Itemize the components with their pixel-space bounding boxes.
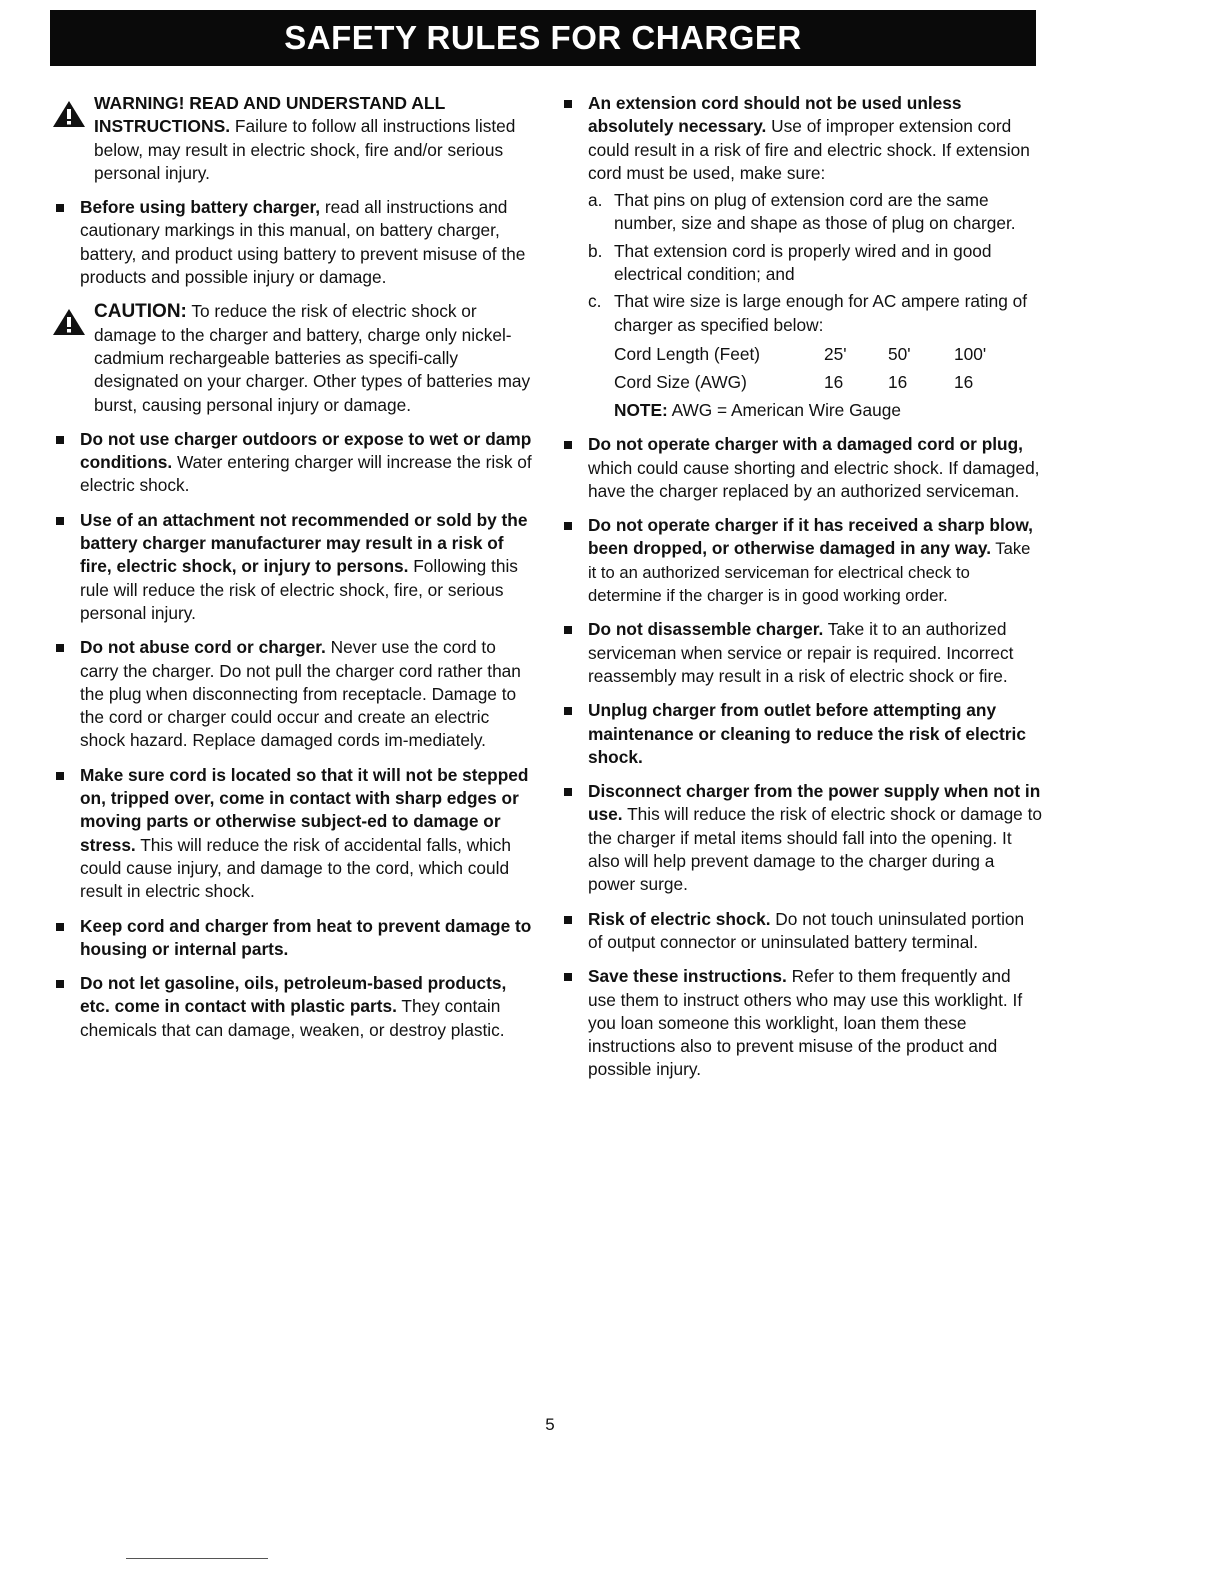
rule-text: They contain chemicals that can damage, weaken, or destroy plastic. [80, 996, 505, 1040]
rule-damaged-cord [560, 433, 1042, 503]
rule-heading: Use of an attachment not recommended or sold by the battery charger manufacturer may result in a risk of fire, electric shock, or injury to persons. [80, 509, 528, 577]
page-number: 5 [545, 1415, 555, 1434]
rule-heading: Do not abuse cord or charger. [80, 637, 326, 658]
rule-extension-cord [560, 92, 1042, 185]
rule-unplug [560, 699, 1042, 769]
rule-text: Use of improper extension cord could result in a risk of fire and electric shock. If extension cord must be used, make sure: [588, 116, 1030, 183]
caution-text: To reduce the risk of electric shock or damage to the charger and battery, charge only nickel-cadmium rechargeable batteries as specifi-cally designated on your charger. Other types of batteries may burst, causing personal injury or damage. [94, 301, 531, 415]
condition-item [588, 240, 1042, 287]
rule-heading: Risk of electric shock. [588, 908, 771, 929]
note-label: NOTE: [614, 399, 668, 420]
rule-heading: Do not use charger outdoors or expose to wet or damp conditions. [80, 428, 532, 473]
rule-attachment [52, 509, 538, 625]
cord-length-row [614, 343, 1042, 371]
warning-block [52, 92, 538, 185]
bullet-icon [564, 100, 572, 108]
rule-heading: Disconnect charger from the power supply when not in use. [588, 781, 1041, 825]
condition-letter: c. [588, 291, 602, 312]
cord-size-row [614, 371, 1042, 399]
rule-text: Do not touch uninsulated portion of output connector or uninsulated battery terminal. [588, 908, 1025, 952]
rule-before-using [52, 196, 538, 289]
rule-electric-shock [560, 908, 1042, 955]
cord-length-value: 25' [824, 343, 847, 364]
left-column [52, 92, 538, 1053]
rule-gasoline [52, 972, 538, 1042]
cord-length-label: Cord Length (Feet) [614, 343, 761, 364]
cord-size-value: 16 [888, 371, 908, 392]
rule-heading: Do not operate charger with a damaged cord or plug, [588, 434, 1023, 455]
rule-cord-location [52, 764, 538, 904]
warning-triangle-icon [52, 100, 86, 128]
rule-disconnect [560, 780, 1042, 896]
rule-text: read all instructions and cautionary markings in this manual, on battery charger, battery, and product using battery to prevent misuse of the products and possible injury or damage. [80, 197, 526, 288]
rule-disassemble [560, 618, 1042, 688]
rule-heading: An extension cord should not be used unless absolutely necessary. [588, 93, 962, 137]
bullet-icon [564, 973, 572, 981]
rule-abuse-cord [52, 636, 538, 752]
rule-text: Refer to them frequently and use them to instruct others who may use this worklight. If you loan someone this worklight, loan them these instructions also to prevent misuse of the product and possible injury. [588, 966, 1023, 1080]
rule-text: Water entering charger will increase the risk of electric shock. [80, 452, 532, 496]
bullet-icon [564, 626, 572, 634]
bullet-icon [56, 644, 64, 652]
rule-heading: Keep cord and charger from heat to prevent damage to housing or internal parts. [80, 915, 532, 959]
caution-heading: CAUTION: [94, 301, 187, 323]
condition-letter: a. [588, 190, 603, 211]
bullet-icon [56, 923, 64, 931]
bullet-icon [564, 522, 572, 530]
rule-heading: Do not operate charger if it has received a sharp blow, been dropped, or otherwise damaged in any way. [588, 515, 1033, 559]
rule-text: Take it to an authorized serviceman for electrical check to determine if the charger is in good working order. [588, 539, 1031, 606]
bullet-icon [564, 441, 572, 449]
rule-heading: Do not disassemble charger. [588, 619, 824, 640]
condition-text: That extension cord is properly wired and in good electrical condition; and [614, 240, 992, 285]
rule-heading: Before using battery charger, [80, 197, 321, 218]
rule-heading: Save these instructions. [588, 966, 787, 987]
cord-size-value: 16 [824, 371, 844, 392]
bullet-icon [56, 772, 64, 780]
rule-text: Never use the cord to carry the charger. Do not pull the charger cord rather than the plug when disconnecting from receptacle. Damage to the cord or charger could occur and create an electric shock hazard. Replace damaged cords im-mediately. [80, 637, 521, 751]
cord-length-value: 50' [888, 343, 911, 364]
note-text: AWG = American Wire Gauge [667, 399, 901, 420]
rule-heading: Unplug charger from outlet before attempting any maintenance or cleaning to reduce the risk of electric shock. [588, 700, 1026, 767]
right-column [560, 92, 1042, 1093]
rule-save-instructions [560, 965, 1042, 1081]
caution-triangle-icon [52, 308, 86, 336]
rule-heading: Make sure cord is located so that it will not be stepped on, tripped over, come in contact with sharp edges or moving parts or otherwise subject-ed to damage or stress. [80, 764, 529, 855]
bullet-icon [564, 707, 572, 715]
caution-block [52, 300, 538, 416]
condition-item [588, 189, 1042, 236]
bullet-icon [56, 517, 64, 525]
rule-heat [52, 915, 538, 962]
page-title-banner [50, 10, 1036, 66]
warning-heading: WARNING! READ AND UNDERSTAND ALL INSTRUCTIONS. [94, 93, 445, 137]
rule-text: Take it to an authorized serviceman when service or repair is required. Incorrect reassembly may result in a risk of electric shock or fire. [588, 619, 1014, 686]
rule-outdoors [52, 428, 538, 498]
cord-size-label: Cord Size (AWG) [614, 371, 747, 392]
condition-text: That pins on plug of extension cord are the same number, size and shape as those of plug on charger. [614, 190, 1016, 234]
warning-text: Failure to follow all instructions listed below, may result in electric shock, fire and/or serious personal injury. [94, 116, 516, 183]
bullet-icon [564, 788, 572, 796]
rule-text: This will reduce the risk of electric shock or damage to the charger if metal items should fall into the opening. It also will help prevent damage to the charger during a power surge. [588, 804, 1043, 895]
cord-length-value: 100' [954, 343, 987, 364]
footer-rule [126, 1558, 268, 1559]
cord-table [588, 343, 1042, 399]
page-title: SAFETY RULES FOR CHARGER [284, 19, 802, 56]
rule-text: Following this rule will reduce the risk of electric shock, fire, or serious personal injury. [80, 556, 518, 623]
rule-text: which could cause shorting and electric shock. If damaged, have the charger replaced by an authorized serviceman. [588, 457, 1040, 501]
rule-sharp-blow [560, 514, 1042, 607]
rule-heading: Do not let gasoline, oils, petroleum-based products, etc. come in contact with plastic parts. [80, 973, 507, 1017]
condition-text: That wire size is large enough for AC ampere rating of charger as specified below: [614, 291, 1028, 335]
bullet-icon [56, 980, 64, 988]
rule-text: This will reduce the risk of accidental falls, which could cause injury, and damage to the cord, which could result in electric shock. [80, 834, 511, 902]
bullet-icon [564, 916, 572, 924]
bullet-icon [56, 436, 64, 444]
extension-conditions [560, 189, 1042, 422]
cord-size-value: 16 [954, 371, 974, 392]
condition-letter: b. [588, 240, 603, 261]
bullet-icon [56, 204, 64, 212]
condition-item [588, 290, 1042, 337]
awg-note [588, 399, 1042, 422]
